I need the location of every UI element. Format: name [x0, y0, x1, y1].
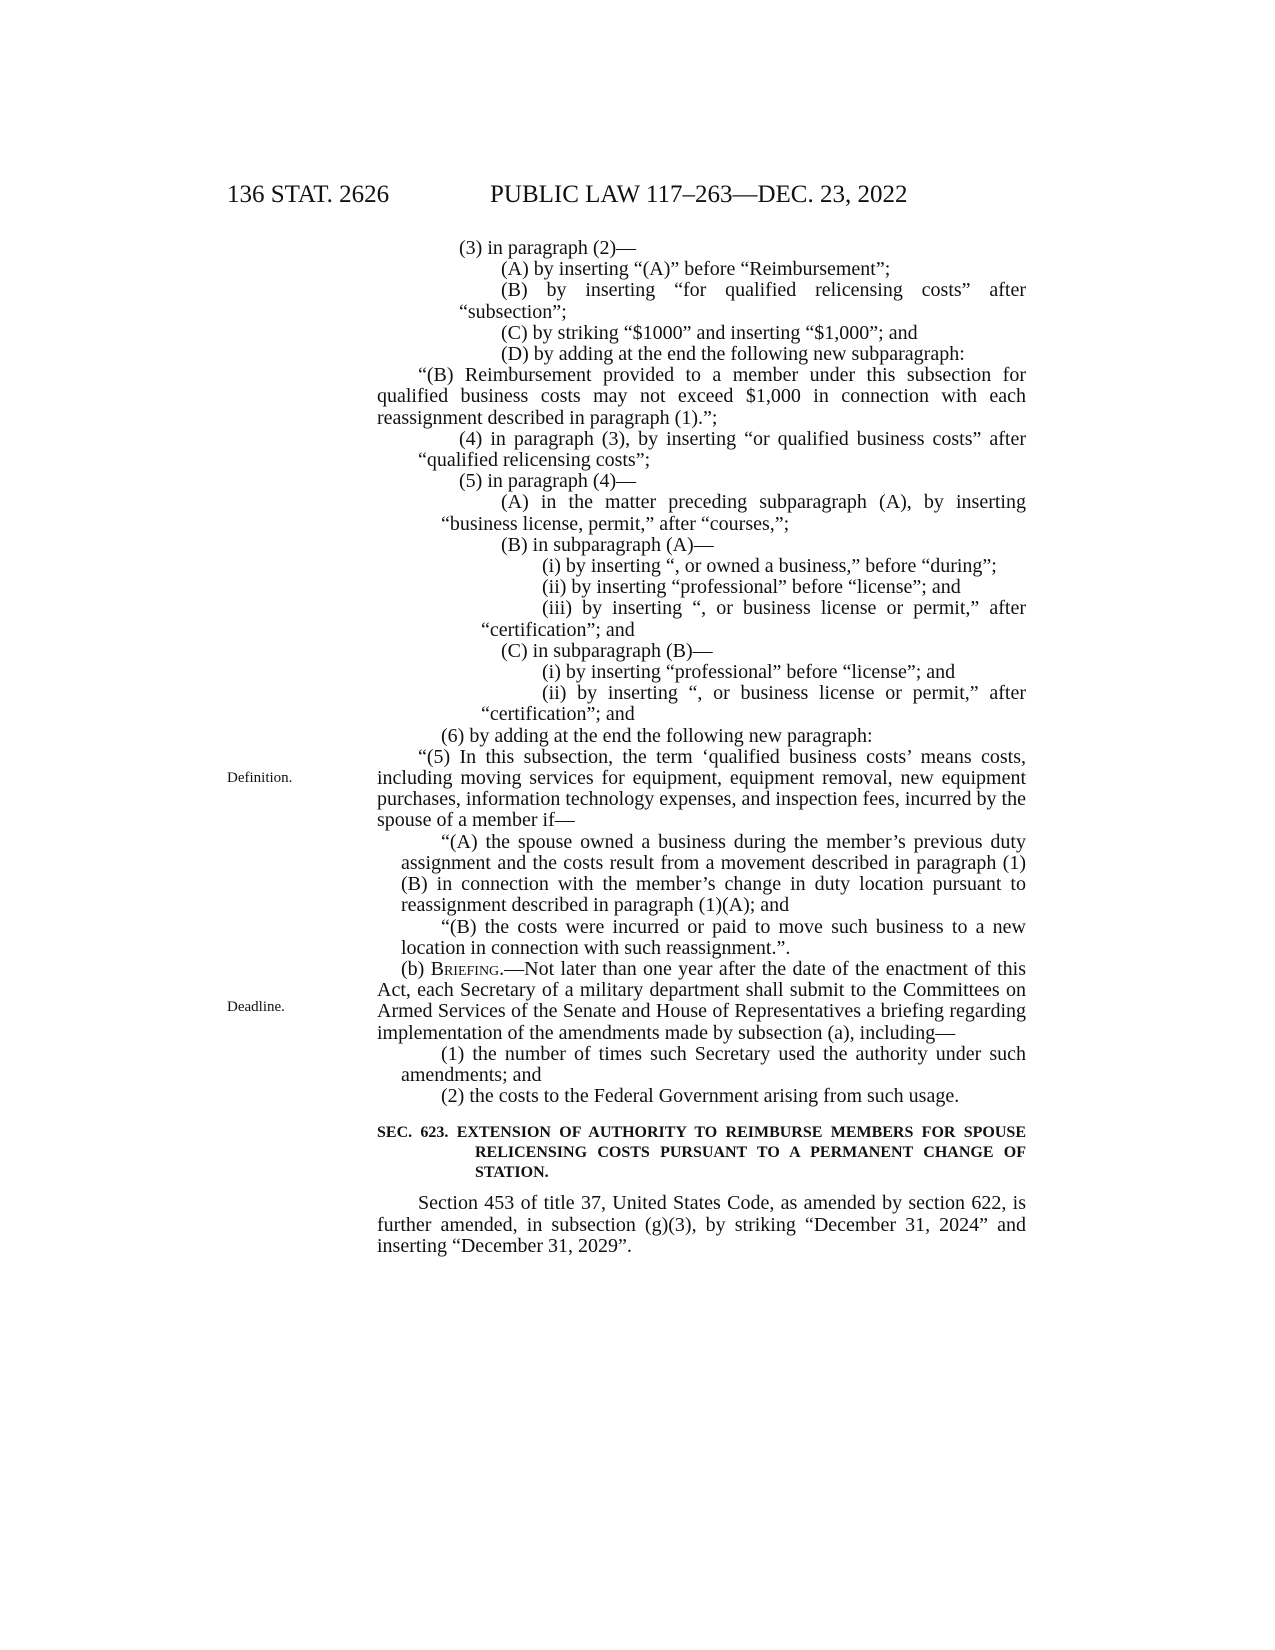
margin-note-deadline: Deadline.	[227, 999, 285, 1015]
quoted-item-b: “(B) the costs were incurred or paid to move such business to a new location in connection with such reassignment.”.	[401, 915, 1026, 959]
quoted-subparagraph-b: “(B) Reimbursement provided to a member under this subsection for qualified business costs may not exceed $1,000 in connection with each reassignment described in paragraph (1).”;	[377, 364, 1026, 429]
clause-5a: (A) in the matter preceding subparagraph (A), by inserting “business license, permit,” after “courses,”;	[441, 491, 1026, 535]
clause-3c: (C) by striking “$1000” and inserting “$1,000”; and	[501, 321, 918, 344]
public-law-title: PUBLIC LAW 117–263—DEC. 23, 2022	[490, 181, 908, 208]
quoted-paragraph-5-definition: “(5) In this subsection, the term ‘qualified business costs’ means costs, including moving services for equipment, equipment removal, new equipment purchases, information technology expenses, and inspection fees, incurred by the spouse of a member if—	[377, 745, 1026, 832]
page-stat-citation: 136 STAT. 2626	[227, 181, 390, 208]
clause-3b: (B) by inserting “for qualified relicensing costs” after “subsection”;	[459, 279, 1026, 323]
clause-3d: (D) by adding at the end the following new subparagraph:	[501, 343, 965, 366]
paragraph-4: (4) in paragraph (3), by inserting “or qualified business costs” after “qualified relicensing costs”;	[418, 427, 1026, 472]
briefing-item-1: (1) the number of times such Secretary used the authority under such amendments; and	[401, 1042, 1026, 1086]
running-header	[227, 181, 908, 209]
paragraph-5: (5) in paragraph (4)—	[459, 470, 637, 493]
paragraph-6: (6) by adding at the end the following new paragraph:	[441, 724, 873, 747]
clause-3a: (A) by inserting “(A)” before “Reimbursement”;	[501, 258, 891, 281]
law-text-body	[377, 238, 1026, 1257]
item-5c-i: (i) by inserting “professional” before “license”; and	[542, 661, 956, 684]
clause-5b: (B) in subparagraph (A)—	[501, 533, 714, 556]
subsection-b-briefing: (b) Briefing.—Not later than one year after the date of the enactment of this Act, each Secretary of a military department shall submit to the Committees on Armed Services of the Senate and House of Representatives a briefing regarding implementation of the amendments made by subsection (a), including—	[377, 957, 1026, 1044]
item-5c-ii: (ii) by inserting “, or business license or permit,” after “certification”; and	[481, 682, 1026, 726]
briefing-item-2: (2) the costs to the Federal Government arising from such usage.	[441, 1085, 960, 1108]
paragraph-3: (3) in paragraph (2)—	[459, 237, 637, 259]
quoted-item-a: “(A) the spouse owned a business during the member’s previous duty assignment and the costs result from a movement described in paragraph (1)(B) in connection with the member’s change in duty location pursuant to reassignment described in paragraph (1)(A); and	[401, 830, 1026, 917]
clause-5c: (C) in subparagraph (B)—	[501, 639, 713, 662]
item-5b-ii: (ii) by inserting “professional” before “license”; and	[542, 576, 961, 599]
section-623-heading: SEC. 623. EXTENSION OF AUTHORITY TO REIMBURSE MEMBERS FOR SPOUSE RELICENSING COSTS PURSUANT TO A PERMANENT CHANGE OF STATION.	[377, 1124, 1026, 1182]
item-5b-iii: (iii) by inserting “, or business license or permit,” after “certification”; and	[481, 597, 1026, 641]
margin-note-definition: Definition.	[227, 770, 293, 786]
section-623-text: Section 453 of title 37, United States Code, as amended by section 622, is further amended, in subsection (g)(3), by striking “December 31, 2024” and inserting “December 31, 2029”.	[377, 1192, 1026, 1257]
item-5b-i: (i) by inserting “, or owned a business,” before “during”;	[542, 555, 997, 578]
